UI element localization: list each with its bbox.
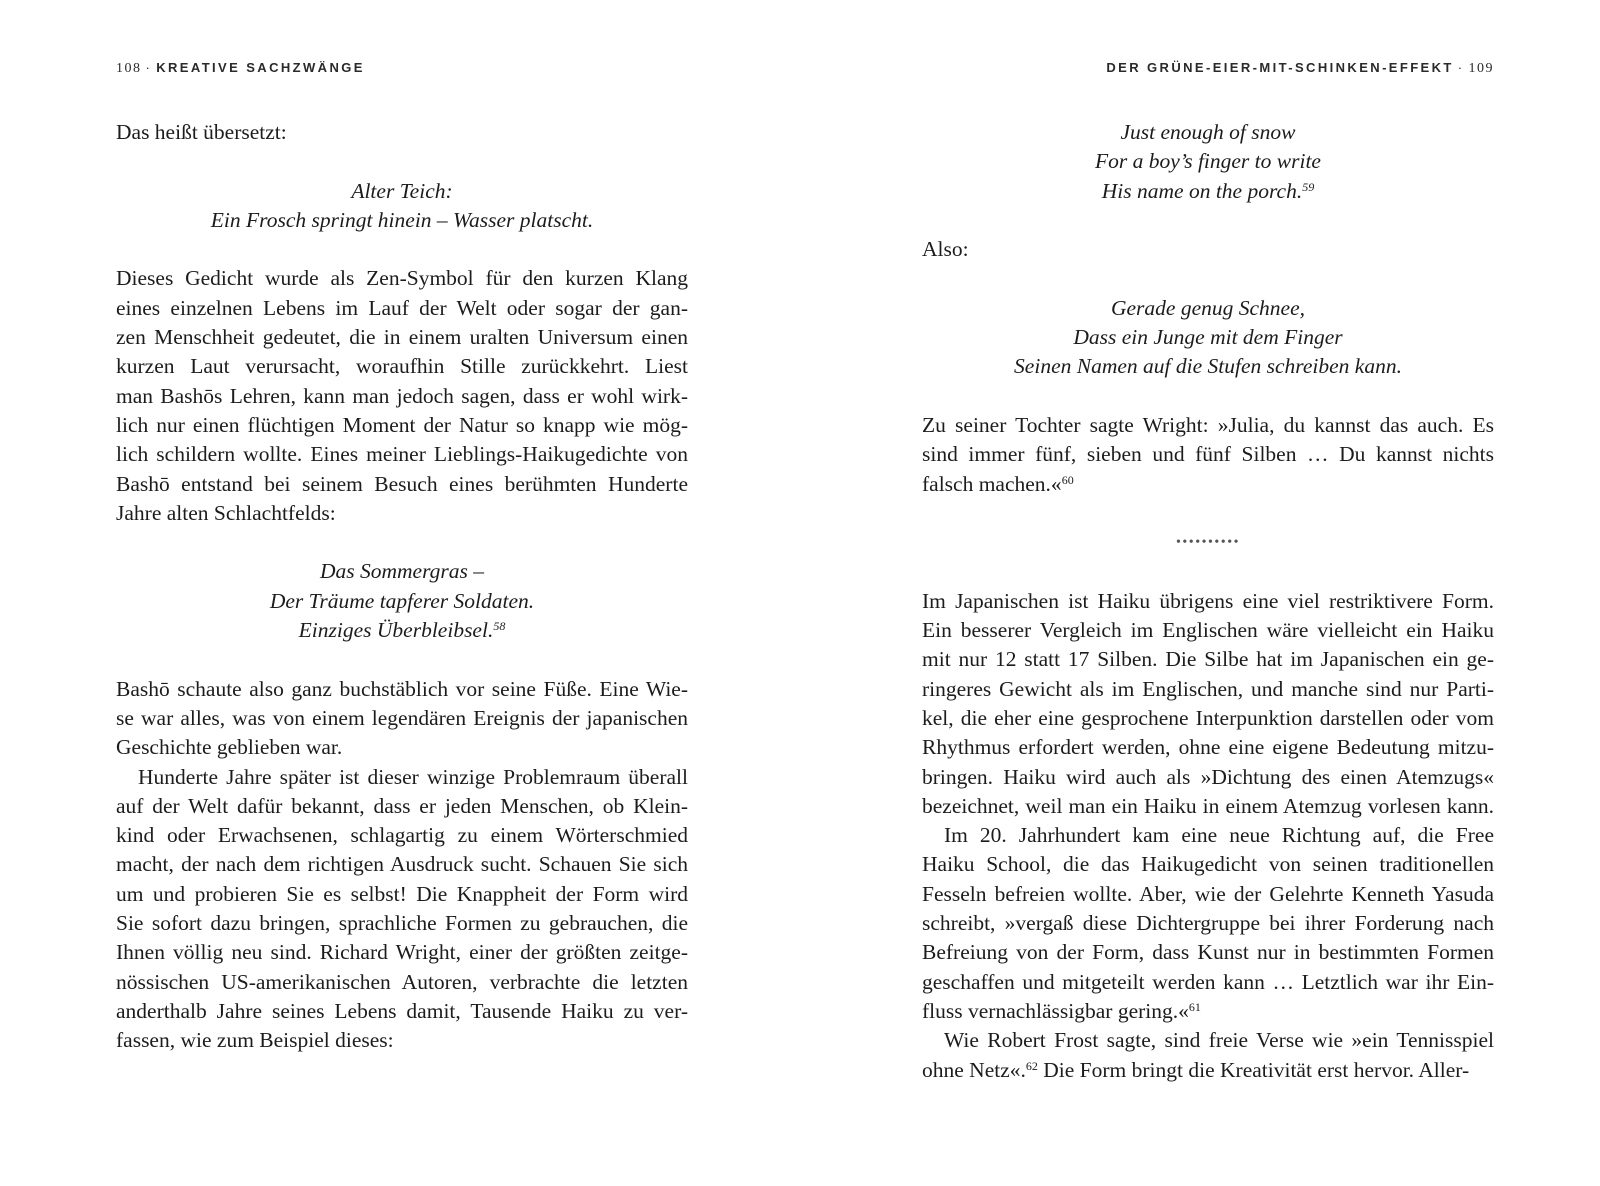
poem-line	[116, 616, 688, 645]
header-separator: ·	[1457, 60, 1465, 75]
poem-line: Seinen Namen auf die Stufen schreiben kann.	[1014, 354, 1402, 379]
text-line: nössischen US-amerikanischen Autoren, verbrachte die letzten	[116, 969, 688, 994]
spacer	[922, 499, 1494, 528]
text-line: ringeres Gewicht als im Englischen, und manche sind nur Parti-	[922, 676, 1494, 701]
text-line: Wie Robert Frost sagte, sind freie Verse wie »ein Tennisspiel	[944, 1028, 1494, 1053]
text-line: Dieses Gedicht wurde als Zen-Symbol für den kurzen Klang	[116, 266, 688, 291]
text-line: Jahre alten Schlachtfelds:	[116, 500, 336, 525]
text-line: macht, der nach dem richtigen Ausdruck sucht. Schauen Sie sich	[116, 852, 688, 877]
poem-line	[922, 177, 1494, 206]
page-number-right: 109	[1468, 61, 1494, 76]
spacer	[116, 645, 688, 674]
left-page-body	[116, 118, 688, 1056]
text-line: Sie sofort dazu bringen, sprachliche Formen zu gebrauchen, die	[116, 911, 688, 936]
running-head-left	[116, 60, 688, 77]
text-line: kel, die eher eine gesprochene Interpunktion darstellen oder vom	[922, 705, 1494, 730]
text-line-content: Die Form bringt die Kreativität erst hervor. Aller-	[1037, 1057, 1470, 1082]
text-line: fassen, wie zum Beispiel dieses:	[116, 1028, 394, 1053]
text-line: Im Japanischen ist Haiku übrigens eine viel restriktivere Form.	[922, 588, 1494, 613]
poem-line: Der Träume tapferer Soldaten.	[269, 588, 535, 613]
text-line	[922, 470, 1494, 499]
footnote-marker: 58	[493, 619, 506, 634]
text-line: Im 20. Jahrhundert kam eine neue Richtung auf, die Free	[944, 823, 1494, 848]
text-line: um und probieren Sie es selbst! Die Knappheit der Form wird	[116, 881, 688, 906]
text-line: Ihnen völlig neu sind. Richard Wright, einer der größten zeitge-	[116, 940, 688, 965]
section-break-ornament: ••••••••••	[1175, 535, 1240, 551]
footnote-marker: 60	[1061, 472, 1074, 487]
text-line: Rhythmus erfordert werden, ohne eine eigene Bedeutung mitzu-	[922, 735, 1494, 760]
right-page-body	[922, 118, 1494, 1085]
text-line: eines einzelnen Lebens im Lauf der Welt oder sogar der gan-	[116, 295, 688, 320]
spacer	[922, 382, 1494, 411]
poem-line: Alter Teich:	[351, 178, 453, 203]
spacer	[922, 557, 1494, 586]
spacer	[922, 206, 1494, 235]
text-line: man Bashōs Lehren, kann man jedoch sagen, dass er wohl wirk-	[116, 383, 688, 408]
header-separator: ·	[145, 60, 153, 75]
text-line-content: fluss vernachlässigbar gering.«	[922, 998, 1189, 1023]
text-line: zen Menschheit gedeutet, die in einem uralten Universum einen	[116, 325, 688, 350]
text-line-content: falsch machen.«	[922, 471, 1062, 496]
text-line	[922, 1056, 1494, 1085]
text-line: lich schildern wollte. Eines meiner Lieblings-Haikugedichte von	[116, 442, 688, 467]
chapter-title-right: DER GRÜNE-EIER-MIT-SCHINKEN-EFFEKT	[1106, 60, 1454, 75]
text-line: bezeichnet, weil man ein Haiku in einem Atemzug vorlesen kann.	[922, 793, 1494, 818]
text-line: Haiku School, die das Haikugedicht von seinen traditionellen	[922, 852, 1494, 877]
poem-line: Gerade genug Schnee,	[1110, 295, 1306, 320]
text-line: kurzen Laut verursacht, woraufhin Stille zurückkehrt. Liest	[116, 354, 688, 379]
text-line: auf der Welt dafür bekannt, dass er jeden Menschen, ob Klein-	[116, 793, 688, 818]
text-line: kind oder Erwachsenen, schlagartig zu einem Wörterschmied	[116, 823, 688, 848]
left-page	[116, 0, 688, 1186]
text-line: Geschichte geblieben war.	[116, 735, 343, 760]
spacer	[922, 264, 1494, 293]
running-head-right	[922, 60, 1494, 77]
footnote-marker: 59	[1302, 179, 1315, 194]
footnote-marker: 61	[1188, 999, 1201, 1014]
footnote-marker: 62	[1025, 1058, 1038, 1073]
text-line: Fesseln befreien wollte. Aber, wie der Gelehrte Kenneth Yasuda	[922, 881, 1494, 906]
text-line: Befreiung von der Form, dass Kunst nur in bestimmten Formen	[922, 940, 1494, 965]
text-line: sind immer fünf, sieben und fünf Silben … Du kannst nichts	[922, 442, 1494, 467]
page-number-left: 108	[116, 61, 142, 76]
text-line: Bashō entstand bei seinem Besuch eines berühmten Hunderte	[116, 471, 688, 496]
text-line: Hunderte Jahre später ist dieser winzige Problemraum überall	[138, 764, 688, 789]
text-line: Zu seiner Tochter sagte Wright: »Julia, du kannst das auch. Es	[922, 412, 1494, 437]
spacer	[116, 147, 688, 176]
text-line: Bashō schaute also ganz buchstäblich vor seine Füße. Eine Wie-	[116, 676, 688, 701]
poem-line: Das Sommergras –	[319, 559, 485, 584]
poem-line-text: His name on the porch.	[1101, 178, 1303, 203]
text-line: schreibt, »vergaß diese Dichtergruppe bei ihrer Forderung nach	[922, 911, 1494, 936]
poem-line: Dass ein Junge mit dem Finger	[1073, 325, 1343, 350]
text-line: bringen. Haiku wird auch als »Dichtung des einen Atemzugs«	[922, 764, 1494, 789]
poem-line: Ein Frosch springt hinein – Wasser platscht.	[210, 207, 594, 232]
text-line: lich nur einen flüchtigen Moment der Natur so knapp wie mög-	[116, 412, 688, 437]
spacer	[116, 235, 688, 264]
text-line: Also:	[922, 237, 969, 262]
text-line: Ein besserer Vergleich im Englischen wäre vielleicht ein Haiku	[922, 618, 1494, 643]
text-line: geschaffen und mitgeteilt werden kann … Letztlich war ihr Ein-	[922, 969, 1494, 994]
text-line: anderthalb Jahre seines Lebens damit, Tausende Haiku zu ver-	[116, 998, 688, 1023]
poem-line: For a boy’s finger to write	[1095, 149, 1321, 174]
text-line: Das heißt übersetzt:	[116, 120, 287, 144]
right-page	[922, 0, 1494, 1186]
text-line-content: ohne Netz«.	[922, 1057, 1026, 1082]
text-line: mit nur 12 statt 17 Silben. Die Silbe hat im Japanischen ein ge-	[922, 647, 1494, 672]
poem-line: Just enough of snow	[1120, 120, 1296, 144]
poem-line-text: Einziges Überbleibsel.	[298, 618, 494, 643]
spacer	[116, 528, 688, 557]
text-line	[922, 997, 1494, 1026]
text-line: se war alles, was von einem legendären Ereignis der japanischen	[116, 705, 688, 730]
chapter-title-left: KREATIVE SACHZWÄNGE	[156, 60, 365, 75]
